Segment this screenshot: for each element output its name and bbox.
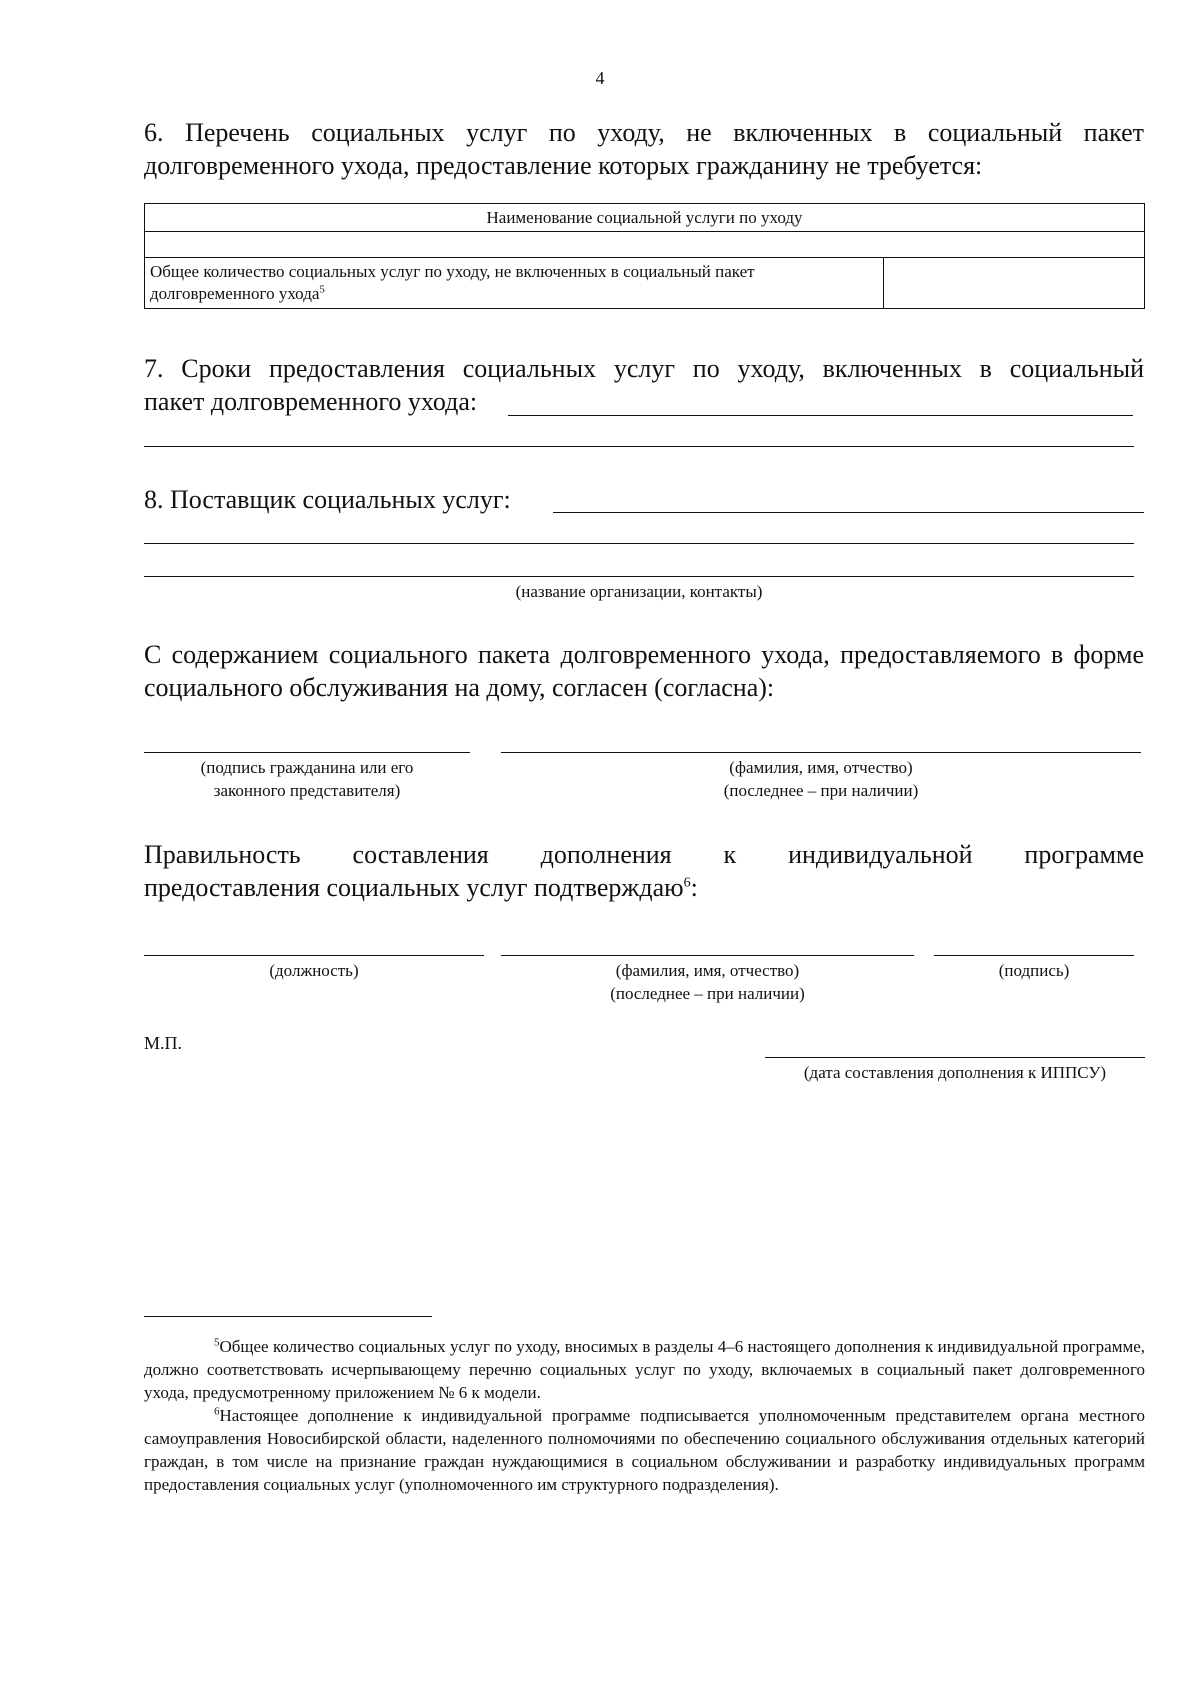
official-signature-caption: (подпись): [998, 961, 1070, 980]
section-8-fill-line-2[interactable]: [144, 543, 1134, 544]
page-number: 4: [595, 68, 605, 88]
official-signature-line[interactable]: [934, 955, 1134, 956]
table-empty-cell[interactable]: [145, 232, 1145, 258]
official-name-caption-line-1: (фамилия, имя, отчество): [615, 961, 800, 980]
citizen-signature-caption-line-2: законного представителя): [213, 781, 401, 800]
section-7-line-1: 7. Сроки предоставления социальных услуг по уходу, включенных в социальный: [144, 354, 1144, 383]
footnote-5-text: Общее количество социальных услуг по уходу, вносимых в разделы 4–6 настоящего дополнения к индивидуальной программе, должно соответствовать исчерпывающему перечню социальных услуг по уходу, включаемых в социальный пакет долговременного ухода, предусмотренному приложением № 6 к модели.: [144, 1337, 1145, 1402]
section-8-fill-line-1[interactable]: [553, 512, 1144, 513]
footnote-5: [144, 1335, 1145, 1404]
confirm-line-2-end: :: [690, 873, 698, 902]
date-line[interactable]: [765, 1057, 1145, 1058]
total-services-label: [145, 258, 884, 309]
citizen-name-caption-line-1: (фамилия, имя, отчество): [729, 758, 913, 777]
confirm-line-2-text: предоставления социальных услуг подтверждаю: [144, 873, 684, 902]
table-total-row: [145, 258, 1145, 309]
consent-text: С содержанием социального пакета долговременного ухода, предоставляемого в форме социального обслуживания на дому, согласен (согласна):: [144, 640, 1144, 702]
section-7-line-2: пакет долговременного ухода:: [144, 387, 478, 416]
official-name-caption-line-2: (последнее – при наличии): [610, 984, 805, 1003]
citizen-name-caption: [501, 756, 1141, 802]
footnote-5-ref: 5: [214, 1336, 220, 1349]
footnote-ref-6: 6: [683, 875, 691, 891]
footnote-6-ref: 6: [214, 1405, 220, 1418]
official-position-line[interactable]: [144, 955, 484, 956]
date-caption: (дата составления дополнения к ИППСУ): [803, 1063, 1107, 1082]
citizen-name-caption-line-2: (последнее – при наличии): [723, 781, 919, 800]
confirm-line-2: [144, 871, 1144, 904]
table-row: [145, 232, 1145, 258]
citizen-signature-caption: [144, 756, 470, 802]
section-6-heading: [144, 116, 1144, 182]
citizen-signature-caption-line-1: (подпись гражданина или его: [200, 758, 414, 777]
official-position-caption: (должность): [269, 961, 359, 980]
citizen-signature-line[interactable]: [144, 752, 470, 753]
official-name-caption: [501, 959, 914, 1005]
section-6-text: Перечень социальных услуг по уходу, не включенных в социальный пакет долговременного ухода, предоставление которых гражданину не требуется:: [144, 118, 1145, 180]
footnote-divider: [144, 1316, 432, 1317]
stamp-label: М.П.: [144, 1033, 183, 1053]
services-not-required-table: [144, 203, 1145, 309]
section-8-fill-line-3[interactable]: [144, 576, 1134, 577]
footnote-ref-5: 5: [319, 283, 325, 296]
section-8-label: 8. Поставщик социальных услуг:: [144, 485, 511, 514]
official-name-line[interactable]: [501, 955, 914, 956]
section-7-fill-line-1[interactable]: [508, 415, 1133, 416]
section-7-fill-line-2[interactable]: [144, 446, 1134, 447]
table-header-service-name: Наименование социальной услуги по уходу: [145, 204, 1145, 232]
confirm-line-1: Правильность составления дополнения к индивидуальной программе: [144, 840, 1144, 869]
total-services-label-text: Общее количество социальных услуг по уходу, не включенных в социальный пакет долговременного ухода: [150, 262, 755, 303]
footnote-6-text: Настоящее дополнение к индивидуальной программе подписывается уполномоченным представителем органа местного самоуправления Новосибирской области, наделенного полномочиями по обеспечению социального обслуживания отдельных категорий граждан, в том числе на признание граждан нуждающимися в социальном обслуживании и разработку индивидуальных программ предоставления социальных услуг (уполномоченного им структурного подразделения).: [144, 1406, 1145, 1494]
footnote-6: [144, 1404, 1145, 1496]
table-header-row: [145, 204, 1145, 232]
total-services-value[interactable]: [884, 258, 1145, 309]
citizen-name-line[interactable]: [501, 752, 1141, 753]
section-8-caption: (название организации, контакты): [515, 582, 763, 601]
section-6-number: 6.: [144, 118, 164, 147]
